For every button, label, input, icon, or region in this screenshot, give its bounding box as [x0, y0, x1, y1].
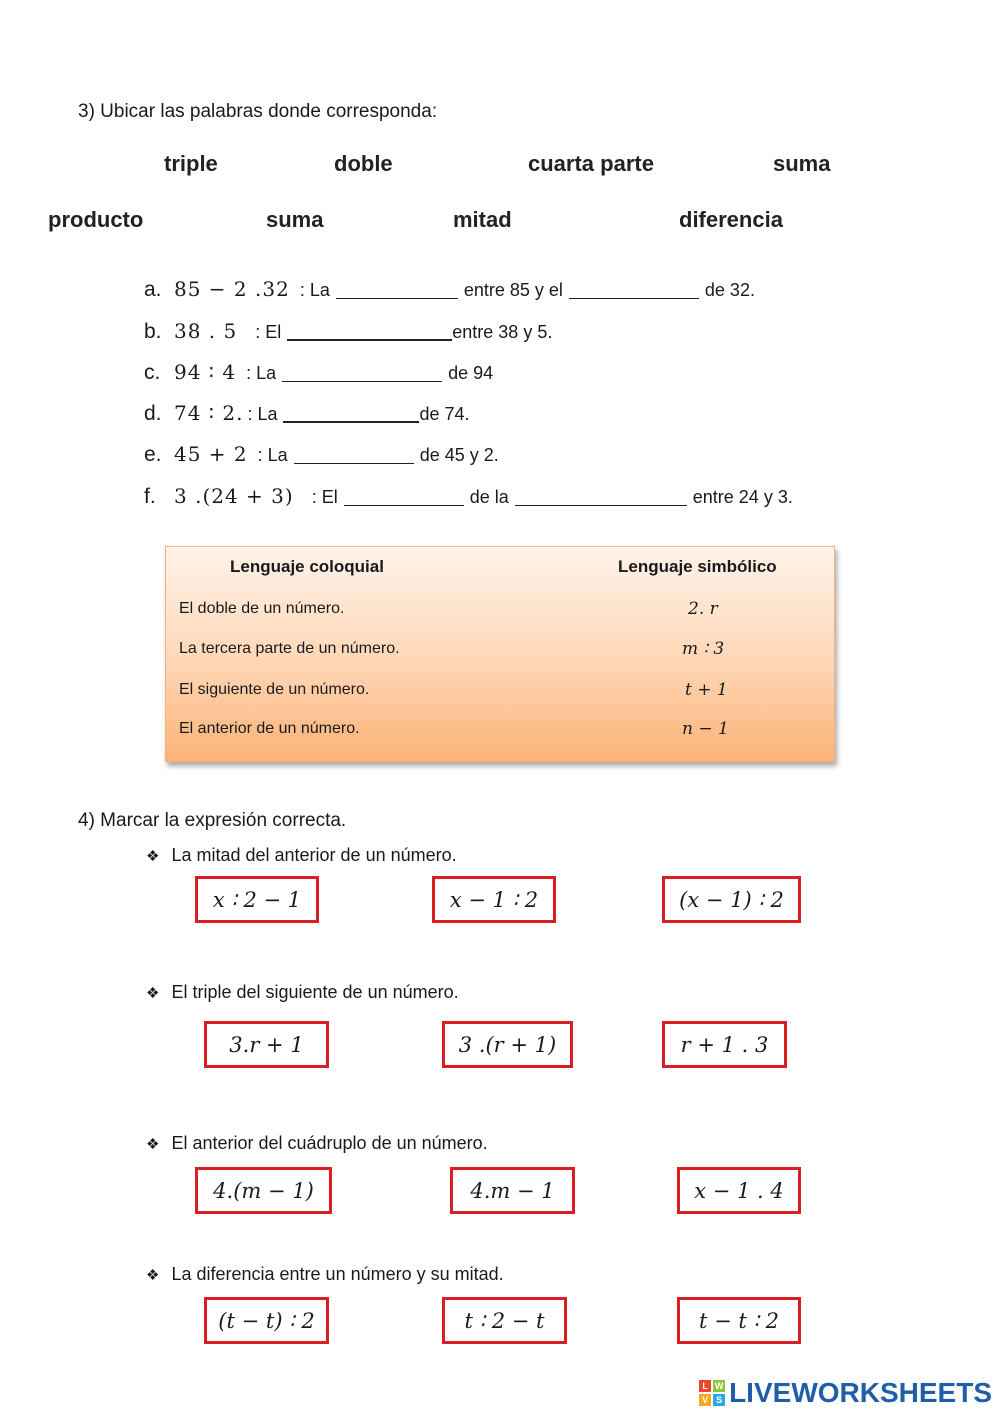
diamond-bullet-icon: ❖: [146, 984, 160, 1002]
item-f: [144, 484, 793, 509]
question-3: [146, 1133, 488, 1154]
item-text: : El: [311, 487, 338, 507]
answer-blank[interactable]: [515, 504, 687, 506]
table-header-simbolico: Lenguaje simbólico: [618, 557, 777, 576]
table-cell-coloquial: El anterior de un número.: [179, 720, 360, 737]
answer-blank[interactable]: [336, 297, 458, 299]
option-q1-a[interactable]: x ∶ 2 − 1: [195, 876, 319, 923]
item-text: : La: [257, 445, 288, 465]
item-text: de 94: [448, 363, 494, 383]
item-expression: 94 ∶ 4: [174, 360, 237, 384]
item-letter: c.: [144, 361, 161, 384]
item-expression: 74 ∶ 2.: [174, 401, 244, 425]
item-text: de 32.: [704, 280, 755, 300]
logo-grid-cell: L: [699, 1380, 711, 1392]
diamond-bullet-icon: ❖: [146, 1135, 160, 1153]
answer-blank[interactable]: [294, 462, 414, 464]
table-cell-coloquial: El siguiente de un número.: [179, 681, 370, 698]
option-q4-c[interactable]: t − t ∶ 2: [677, 1297, 801, 1344]
answer-blank[interactable]: [282, 380, 442, 382]
word-mitad[interactable]: mitad: [453, 207, 512, 232]
section4-title: 4) Marcar la expresión correcta.: [78, 810, 347, 831]
section3-title: 3) Ubicar las palabras donde corresponda:: [78, 101, 438, 122]
table-header-coloquial: Lenguaje coloquial: [230, 557, 384, 576]
liveworksheets-logo: [699, 1377, 992, 1409]
item-expression: 3 .(24 + 3): [174, 484, 294, 508]
question-2: [146, 982, 459, 1003]
logo-grid-cell: V: [699, 1394, 711, 1406]
item-text: : La: [246, 363, 277, 383]
item-expression: 85 − 2 .32: [174, 277, 290, 301]
table-cell-simbolico: n − 1: [682, 719, 729, 739]
diamond-bullet-icon: ❖: [146, 847, 160, 865]
table-cell-simbolico: 2. r: [688, 599, 718, 619]
item-letter: a.: [144, 278, 162, 301]
item-a: [144, 277, 755, 302]
word-suma-2[interactable]: suma: [266, 207, 324, 232]
answer-blank[interactable]: [287, 338, 452, 341]
item-expression: 38 . 5: [174, 319, 238, 343]
table-cell-coloquial: El doble de un número.: [179, 600, 345, 617]
word-doble[interactable]: doble: [334, 151, 393, 176]
item-text: entre 85 y el: [463, 280, 563, 300]
option-q3-b[interactable]: 4.m − 1: [450, 1167, 575, 1214]
item-letter: d.: [144, 402, 162, 425]
item-b: [144, 319, 552, 344]
item-text: : El: [255, 322, 282, 342]
item-letter: f.: [144, 485, 156, 508]
table-cell-simbolico: t + 1: [685, 680, 728, 700]
word-suma[interactable]: suma: [773, 151, 831, 176]
language-table: [165, 546, 835, 762]
option-q3-a[interactable]: 4.(m − 1): [195, 1167, 332, 1214]
item-text: de 74.: [419, 404, 470, 424]
table-cell-coloquial: La tercera parte de un número.: [179, 640, 400, 657]
option-q1-b[interactable]: x − 1 ∶ 2: [432, 876, 556, 923]
option-q2-a[interactable]: 3.r + 1: [204, 1021, 329, 1068]
logo-grid-cell: W: [714, 1381, 724, 1391]
question-text: El triple del siguiente de un número.: [171, 982, 459, 1002]
question-text: La mitad del anterior de un número.: [171, 845, 457, 865]
item-text: : La: [247, 404, 278, 424]
item-d: [144, 401, 470, 426]
diamond-bullet-icon: ❖: [146, 1266, 160, 1284]
item-letter: e.: [144, 443, 162, 466]
option-q3-c[interactable]: x − 1 . 4: [677, 1167, 801, 1214]
item-c: [144, 360, 493, 385]
question-4: [146, 1264, 504, 1285]
item-expression: 45 + 2: [174, 442, 248, 466]
item-letter: b.: [144, 320, 162, 343]
option-q1-c[interactable]: (x − 1) ∶ 2: [662, 876, 801, 923]
word-diferencia[interactable]: diferencia: [679, 207, 783, 232]
word-producto[interactable]: producto: [48, 207, 144, 232]
option-q2-c[interactable]: r + 1 . 3: [662, 1021, 787, 1068]
item-e: [144, 442, 499, 467]
logo-grid-cell: S: [713, 1394, 725, 1406]
item-text: entre 24 y 3.: [692, 487, 793, 507]
answer-blank[interactable]: [344, 504, 464, 506]
answer-blank[interactable]: [569, 297, 699, 299]
option-q4-b[interactable]: t ∶ 2 − t: [442, 1297, 567, 1344]
item-text: : La: [299, 280, 330, 300]
question-text: El anterior del cuádruplo de un número.: [171, 1133, 488, 1153]
option-q2-b[interactable]: 3 .(r + 1): [442, 1021, 573, 1068]
item-text: de la: [469, 487, 509, 507]
item-text: de 45 y 2.: [419, 445, 499, 465]
word-triple[interactable]: triple: [164, 151, 218, 176]
question-1: [146, 845, 457, 866]
brand-name: LIVEWORKSHEETS: [729, 1377, 992, 1408]
option-q4-a[interactable]: (t − t) ∶ 2: [204, 1297, 329, 1344]
question-text: La diferencia entre un número y su mitad.: [171, 1264, 504, 1284]
item-text: entre 38 y 5.: [452, 322, 553, 342]
logo-grid-icon: [699, 1380, 725, 1406]
answer-blank[interactable]: [283, 420, 419, 423]
word-cuarta-parte[interactable]: cuarta parte: [528, 151, 654, 176]
table-cell-simbolico: m ∶ 3: [682, 639, 725, 659]
